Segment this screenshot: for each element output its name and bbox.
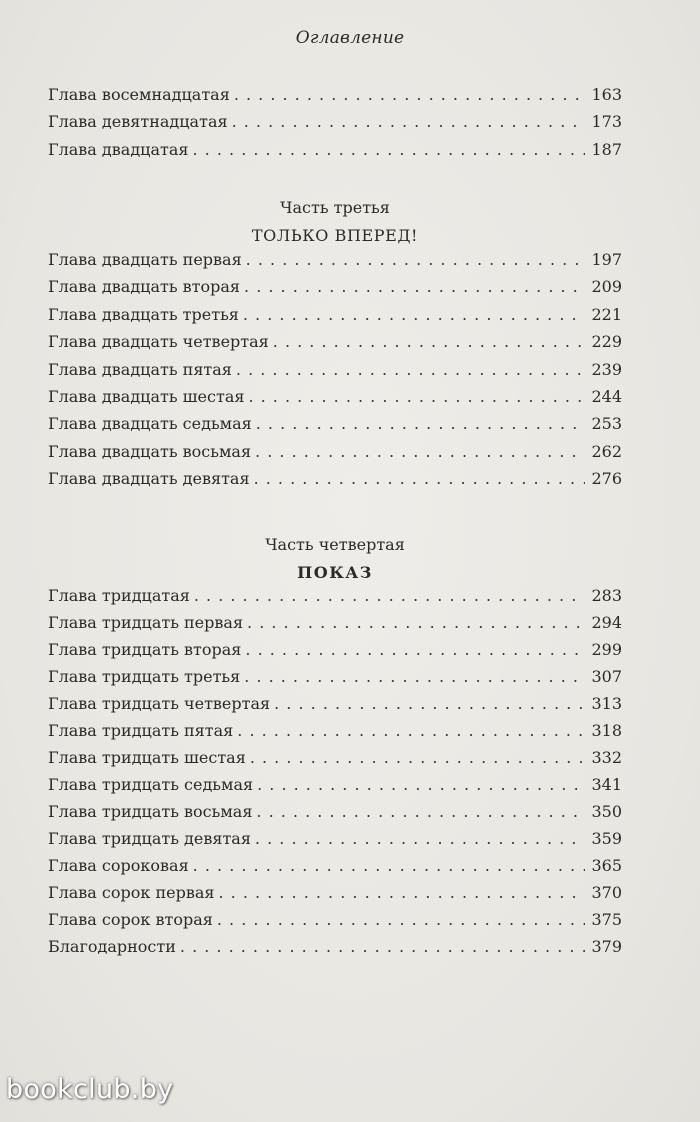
toc-leader-dots xyxy=(248,387,585,406)
toc-leader-dots xyxy=(273,332,586,351)
toc-entry xyxy=(48,85,622,109)
toc-entry-page: 379 xyxy=(591,937,622,956)
toc-entry-title: Глава тридцать восьмая xyxy=(48,802,253,821)
toc-entry-page: 313 xyxy=(591,694,622,713)
toc-leader-dots xyxy=(237,721,585,740)
toc-entry xyxy=(48,414,622,438)
part-4-label: Часть четвертая xyxy=(265,535,405,554)
toc-entry-page: 229 xyxy=(591,332,622,352)
toc-entry xyxy=(48,694,622,718)
toc-entry-title: Глава тридцатая xyxy=(48,586,190,605)
toc-leader-dots xyxy=(219,883,586,902)
toc-leader-dots xyxy=(246,250,586,269)
site-watermark: bookclub.by xyxy=(6,1074,174,1105)
toc-entry-page: 318 xyxy=(591,721,622,740)
toc-leader-dots xyxy=(236,360,586,379)
toc-entry-title: Глава сорок первая xyxy=(48,883,215,902)
toc-entry xyxy=(48,856,622,880)
toc-entry-page: 341 xyxy=(591,775,622,794)
toc-entry-page: 294 xyxy=(591,613,622,632)
part-3-title: ТОЛЬКО ВПЕРЕД! xyxy=(251,226,419,245)
toc-leader-dots xyxy=(217,910,586,929)
toc-entry-page: 307 xyxy=(591,667,622,686)
toc-leader-dots xyxy=(232,112,586,131)
toc-entry xyxy=(48,640,622,664)
toc-leader-dots xyxy=(245,640,585,659)
toc-entry xyxy=(48,883,622,907)
toc-entry-title: Глава тридцать четвертая xyxy=(48,694,271,713)
toc-entry xyxy=(48,586,622,610)
toc-entry xyxy=(48,937,622,961)
toc-entry-page: 350 xyxy=(591,802,622,821)
toc-entry-title: Глава девятнадцатая xyxy=(48,112,228,132)
toc-entry-title: Глава тридцать третья xyxy=(48,667,241,686)
toc-entry-page: 221 xyxy=(591,304,622,324)
toc-entry-title: Глава тридцать первая xyxy=(48,613,244,632)
part-4-title: ПОКАЗ xyxy=(297,563,373,582)
toc-entry-title: Глава тридцать пятая xyxy=(48,721,234,740)
toc-entry-title: Глава тридцать вторая xyxy=(48,640,242,659)
toc-entry xyxy=(48,613,622,637)
toc-entry xyxy=(48,775,622,799)
toc-entry xyxy=(48,748,622,772)
toc-entry-title: Глава двадцать восьмая xyxy=(48,441,252,461)
toc-leader-dots xyxy=(274,694,585,713)
toc-entry-page: 365 xyxy=(591,856,622,875)
toc-entry-title: Глава двадцатая xyxy=(48,139,189,159)
toc-leader-dots xyxy=(247,613,585,632)
toc-entry xyxy=(48,910,622,934)
toc-entry-title: Глава сорок вторая xyxy=(48,910,213,929)
toc-entry xyxy=(48,469,622,493)
toc-leader-dots xyxy=(250,748,586,767)
toc-entry-page: 173 xyxy=(591,112,622,132)
toc-entry-title: Глава двадцать четвертая xyxy=(48,332,269,352)
toc-entry-title: Глава двадцать седьмая xyxy=(48,414,252,434)
toc-entry xyxy=(48,360,622,384)
toc-entry xyxy=(48,112,622,136)
toc-entry-page: 209 xyxy=(591,277,622,297)
toc-entry-title: Глава двадцать первая xyxy=(48,250,242,269)
toc-entry-page: 375 xyxy=(591,910,622,929)
toc-entry-page: 163 xyxy=(591,85,622,104)
toc-leader-dots xyxy=(254,469,586,488)
toc-entry-title: Глава двадцать девятая xyxy=(48,469,250,489)
toc-entry xyxy=(48,802,622,826)
toc-leader-dots xyxy=(255,829,586,848)
toc-entry xyxy=(48,250,622,274)
toc-leader-dots xyxy=(257,775,585,794)
toc-entry xyxy=(48,442,622,466)
toc-entry xyxy=(48,332,622,356)
toc-leader-dots xyxy=(256,802,585,821)
toc-entry-page: 359 xyxy=(591,829,622,848)
toc-entry-page: 239 xyxy=(591,359,622,379)
toc-entry-page: 197 xyxy=(591,250,622,269)
toc-leader-dots xyxy=(193,856,586,875)
toc-entry-page: 283 xyxy=(591,586,622,605)
toc-entry-page: 299 xyxy=(591,640,622,659)
toc-entry-title: Глава тридцать шестая xyxy=(48,748,246,767)
toc-entry-page: 244 xyxy=(591,387,622,406)
toc-entry xyxy=(48,140,622,164)
toc-leader-dots xyxy=(244,667,585,686)
toc-entry-page: 253 xyxy=(591,414,622,434)
toc-entry-page: 276 xyxy=(591,469,622,489)
toc-entry-title: Глава двадцать шестая xyxy=(48,387,245,406)
toc-leader-dots xyxy=(244,277,585,296)
toc-entry xyxy=(48,387,622,411)
toc-entry xyxy=(48,277,622,301)
toc-leader-dots xyxy=(256,414,586,433)
toc-entry xyxy=(48,667,622,691)
toc-entry xyxy=(48,721,622,745)
page-header: Оглавление xyxy=(295,28,405,48)
toc-entry-title: Глава тридцать девятая xyxy=(48,829,251,848)
toc-leader-dots xyxy=(234,85,586,104)
toc-leader-dots xyxy=(193,140,586,159)
toc-leader-dots xyxy=(243,305,586,324)
part-3-label: Часть третья xyxy=(280,198,390,217)
toc-entry-title: Глава двадцать вторая xyxy=(48,277,241,297)
toc-leader-dots xyxy=(180,937,586,956)
toc-leader-dots xyxy=(194,586,586,605)
toc-entry-page: 187 xyxy=(591,139,622,159)
toc-entry-page: 370 xyxy=(591,883,622,902)
toc-entry-title: Глава сороковая xyxy=(48,856,189,875)
toc-entry-page: 262 xyxy=(591,441,622,461)
toc-entry-page: 332 xyxy=(591,748,622,767)
toc-entry-title: Глава тридцать седьмая xyxy=(48,775,254,794)
toc-entry-title: Благодарности xyxy=(48,937,176,956)
toc-entry xyxy=(48,829,622,853)
toc-leader-dots xyxy=(255,442,585,461)
toc-entry-title: Глава двадцать пятая xyxy=(48,359,232,379)
toc-entry xyxy=(48,305,622,329)
toc-entry-title: Глава двадцать третья xyxy=(48,304,239,324)
toc-entry-title: Глава восемнадцатая xyxy=(48,85,230,104)
